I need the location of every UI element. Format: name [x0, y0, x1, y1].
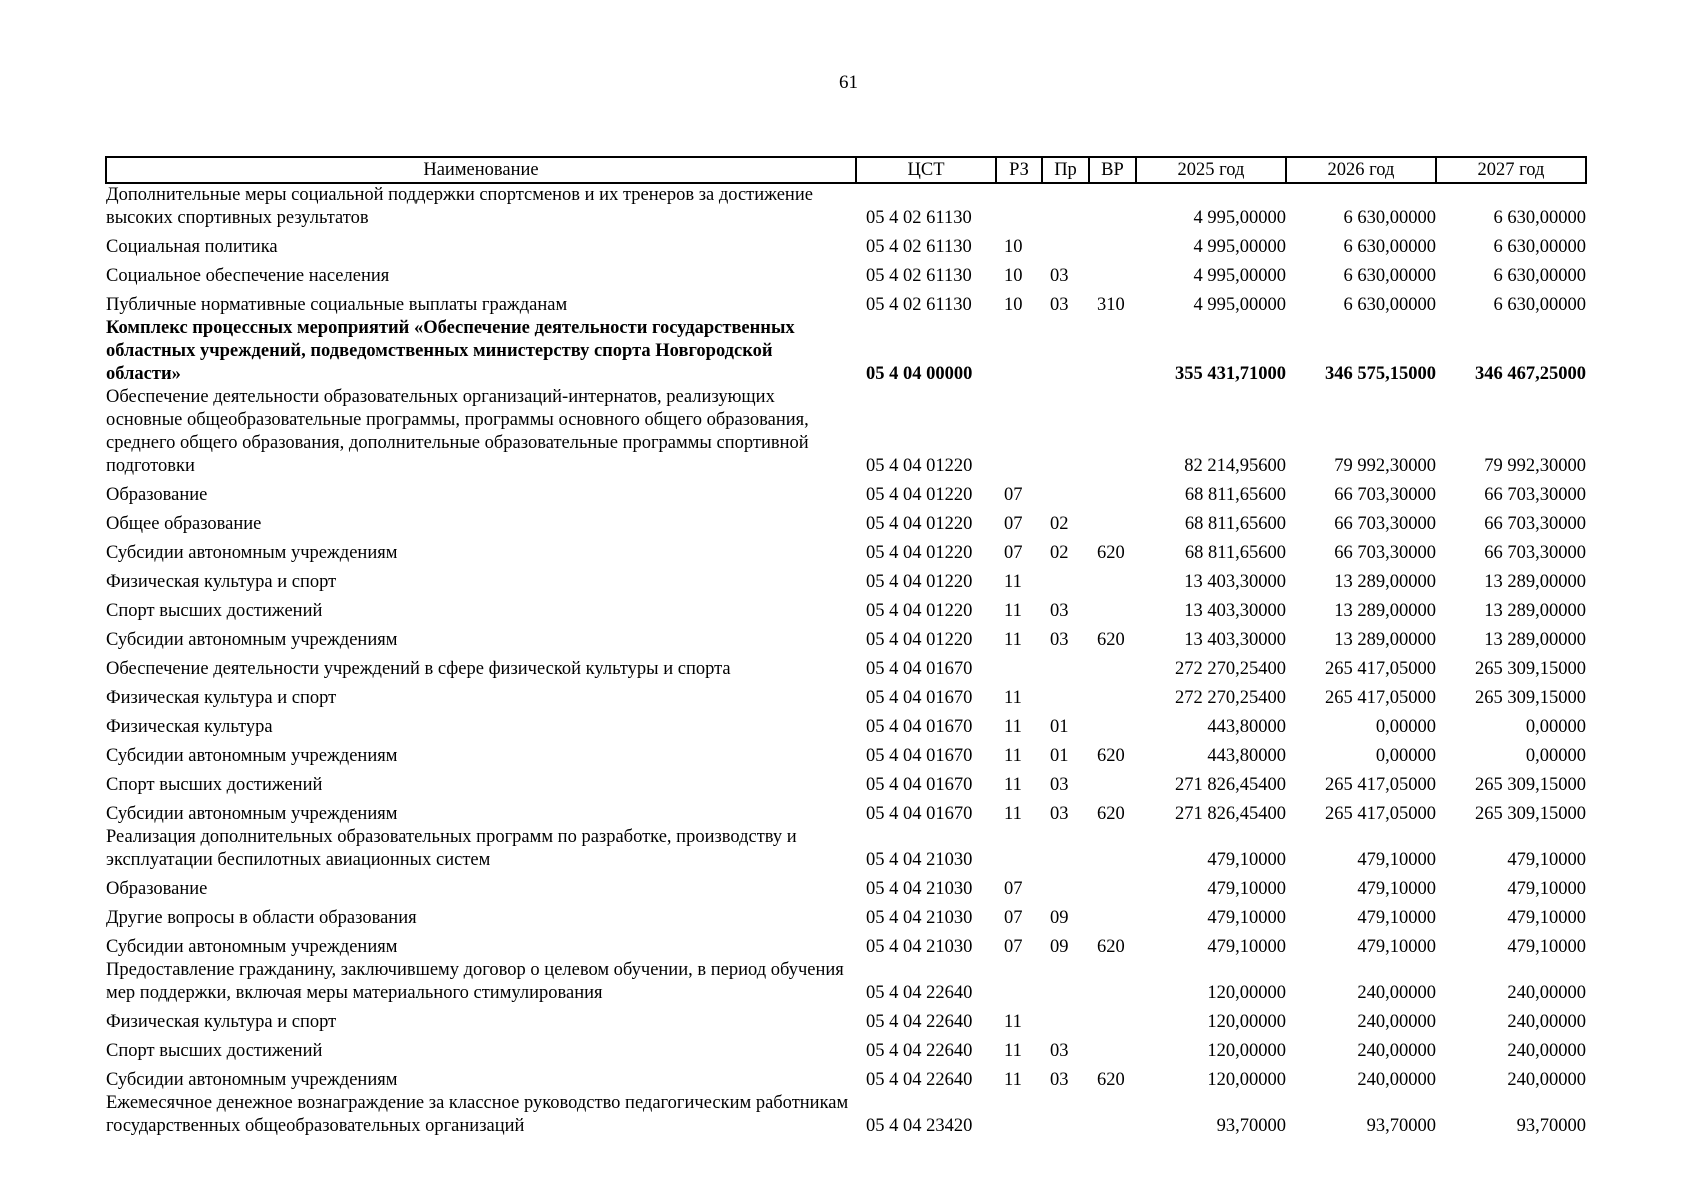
cell-2025: 479,10000: [1207, 908, 1286, 928]
cell-vr: [1089, 230, 1136, 259]
cell-rz: 07: [1004, 485, 1023, 505]
table-row: [106, 288, 1586, 317]
cell-2025: 120,00000: [1207, 1070, 1286, 1090]
cell-2027: 265 309,15000: [1475, 775, 1586, 795]
cell-vr: [1089, 317, 1136, 386]
cell-pr: [1042, 959, 1089, 1005]
cell-pr: [1042, 478, 1089, 507]
header-pr: Пр: [1042, 157, 1089, 183]
cell-2025: 479,10000: [1207, 879, 1286, 899]
cell-pr: 09: [1050, 937, 1069, 957]
cell-vr: [1089, 259, 1136, 288]
cell-2026: 6 630,00000: [1343, 266, 1436, 286]
cell-cst: 05 4 04 01670: [866, 688, 973, 708]
cell-2027: 479,10000: [1507, 937, 1586, 957]
cell-pr: 03: [1050, 1041, 1069, 1061]
table-row: [106, 594, 1586, 623]
cell-vr: [1089, 183, 1136, 230]
cell-cst: 05 4 04 01220: [866, 485, 973, 505]
cell-2025: 355 431,71000: [1175, 364, 1286, 384]
cell-2026: 265 417,05000: [1325, 804, 1436, 824]
header-2025: 2025 год: [1136, 157, 1286, 183]
cell-2026: 0,00000: [1375, 717, 1436, 737]
cell-cst: 05 4 04 21030: [866, 937, 973, 957]
cell-2026: 240,00000: [1357, 983, 1436, 1003]
cell-cst: 05 4 04 23420: [866, 1116, 973, 1136]
cell-rz: 10: [1004, 237, 1023, 257]
cell-vr: 620: [1097, 746, 1125, 766]
budget-table: [105, 156, 1587, 1138]
cell-pr: [1042, 1005, 1089, 1034]
cell-2026: 240,00000: [1357, 1041, 1436, 1061]
cell-vr: 620: [1097, 937, 1125, 957]
cell-pr: 03: [1050, 1070, 1069, 1090]
cell-cst: 05 4 04 01670: [866, 804, 973, 824]
cell-2026: 265 417,05000: [1325, 659, 1436, 679]
table-row: [106, 872, 1586, 901]
cell-name: Субсидии автономным учреждениям: [106, 804, 398, 824]
cell-pr: 03: [1050, 295, 1069, 315]
cell-rz: 11: [1004, 746, 1022, 766]
cell-rz: [996, 183, 1042, 230]
table-row: [106, 1034, 1586, 1063]
cell-2025: 272 270,25400: [1175, 688, 1286, 708]
cell-2027: 66 703,30000: [1484, 543, 1586, 563]
cell-rz: 11: [1004, 804, 1022, 824]
cell-2027: 13 289,00000: [1484, 601, 1586, 621]
cell-cst: 05 4 04 22640: [866, 1012, 973, 1032]
table-row: [106, 1092, 1586, 1138]
cell-2026: 0,00000: [1375, 746, 1436, 766]
table-row: [106, 797, 1586, 826]
cell-2025: 272 270,25400: [1175, 659, 1286, 679]
table-row: [106, 386, 1586, 478]
cell-rz: [996, 652, 1042, 681]
cell-vr: [1089, 710, 1136, 739]
cell-name: Обеспечение деятельности образовательных организаций-интернатов, реализующих основные общеобразовательные программы, программы основного общего образования, среднего общего образования, дополнительные образовательные программы спортивной подготовки: [106, 387, 809, 476]
cell-cst: 05 4 02 61130: [866, 208, 972, 228]
table-row: [106, 652, 1586, 681]
cell-vr: [1089, 478, 1136, 507]
cell-2026: 479,10000: [1357, 879, 1436, 899]
table-row: [106, 183, 1586, 230]
table-row: [106, 230, 1586, 259]
cell-name: Образование: [106, 879, 208, 899]
cell-rz: 07: [1004, 543, 1023, 563]
cell-2026: 479,10000: [1357, 850, 1436, 870]
cell-cst: 05 4 02 61130: [866, 295, 972, 315]
cell-name: Образование: [106, 485, 208, 505]
cell-name: Физическая культура и спорт: [106, 688, 337, 708]
cell-vr: 620: [1097, 543, 1125, 563]
cell-pr: [1042, 317, 1089, 386]
cell-name: Комплекс процессных мероприятий «Обеспечение деятельности государственных областных учреждений, подведомственных министерству спорта Новгородской области»: [106, 318, 795, 384]
cell-2027: 265 309,15000: [1475, 688, 1586, 708]
cell-2025: 443,80000: [1207, 717, 1286, 737]
cell-pr: [1042, 1092, 1089, 1138]
cell-cst: 05 4 04 01220: [866, 572, 973, 592]
cell-vr: [1089, 681, 1136, 710]
cell-2027: 0,00000: [1525, 746, 1586, 766]
cell-rz: 11: [1004, 688, 1022, 708]
cell-rz: 11: [1004, 572, 1022, 592]
cell-2025: 13 403,30000: [1184, 601, 1286, 621]
cell-rz: [996, 1092, 1042, 1138]
cell-2027: 240,00000: [1507, 983, 1586, 1003]
cell-pr: [1042, 681, 1089, 710]
cell-rz: 11: [1004, 1070, 1022, 1090]
cell-cst: 05 4 04 01220: [866, 630, 973, 650]
cell-2027: 0,00000: [1525, 717, 1586, 737]
cell-2025: 68 811,65600: [1184, 485, 1286, 505]
cell-vr: [1089, 768, 1136, 797]
cell-2027: 6 630,00000: [1493, 295, 1586, 315]
cell-cst: 05 4 04 22640: [866, 1070, 973, 1090]
cell-2027: 93,70000: [1516, 1116, 1586, 1136]
cell-vr: [1089, 1005, 1136, 1034]
cell-pr: [1042, 230, 1089, 259]
cell-name: Физическая культура и спорт: [106, 1012, 337, 1032]
cell-pr: [1042, 565, 1089, 594]
cell-2027: 240,00000: [1507, 1012, 1586, 1032]
cell-2026: 79 992,30000: [1334, 456, 1436, 476]
cell-cst: 05 4 04 01220: [866, 514, 973, 534]
cell-rz: 11: [1004, 775, 1022, 795]
table-row: [106, 478, 1586, 507]
cell-pr: [1042, 183, 1089, 230]
cell-vr: [1089, 959, 1136, 1005]
cell-name: Физическая культура и спорт: [106, 572, 337, 592]
cell-name: Субсидии автономным учреждениям: [106, 746, 398, 766]
cell-pr: 03: [1050, 775, 1069, 795]
cell-cst: 05 4 04 01220: [866, 543, 973, 563]
cell-name: Реализация дополнительных образовательных программ по разработке, производству и эксплуатации беспилотных авиационных систем: [106, 827, 797, 870]
cell-2027: 66 703,30000: [1484, 514, 1586, 534]
cell-cst: 05 4 04 22640: [866, 1041, 973, 1061]
cell-name: Обеспечение деятельности учреждений в сфере физической культуры и спорта: [106, 659, 731, 679]
table-row: [106, 681, 1586, 710]
cell-cst: 05 4 04 01670: [866, 717, 973, 737]
cell-2026: 66 703,30000: [1334, 485, 1436, 505]
cell-vr: [1089, 1092, 1136, 1138]
cell-2027: 240,00000: [1507, 1070, 1586, 1090]
cell-2027: 479,10000: [1507, 879, 1586, 899]
cell-name: Публичные нормативные социальные выплаты гражданам: [106, 295, 568, 315]
cell-pr: [1042, 386, 1089, 478]
cell-name: Предоставление гражданину, заключившему договор о целевом обучении, в период обучения мер поддержки, включая меры материального стимулирования: [106, 960, 844, 1003]
cell-name: Общее образование: [106, 514, 262, 534]
cell-name: Субсидии автономным учреждениям: [106, 543, 398, 563]
cell-cst: 05 4 02 61130: [866, 237, 972, 257]
table-row: [106, 536, 1586, 565]
cell-2026: 265 417,05000: [1325, 688, 1436, 708]
cell-2025: 4 995,00000: [1193, 266, 1286, 286]
cell-name: Ежемесячное денежное вознаграждение за классное руководство педагогическим работникам государственных общеобразовательных организаций: [106, 1093, 849, 1136]
cell-2025: 4 995,00000: [1193, 208, 1286, 228]
cell-name: Социальное обеспечение населения: [106, 266, 390, 286]
cell-vr: [1089, 1034, 1136, 1063]
cell-cst: 05 4 04 00000: [866, 364, 973, 384]
cell-2026: 66 703,30000: [1334, 514, 1436, 534]
cell-pr: 03: [1050, 630, 1069, 650]
cell-2027: 6 630,00000: [1493, 208, 1586, 228]
table-body: [106, 183, 1586, 1138]
cell-2027: 13 289,00000: [1484, 572, 1586, 592]
cell-2027: 79 992,30000: [1484, 456, 1586, 476]
cell-2026: 479,10000: [1357, 908, 1436, 928]
cell-vr: [1089, 594, 1136, 623]
cell-pr: 01: [1050, 746, 1069, 766]
cell-cst: 05 4 04 01220: [866, 601, 973, 621]
table-row: [106, 507, 1586, 536]
cell-rz: 07: [1004, 937, 1023, 957]
table-row: [106, 565, 1586, 594]
cell-name: Другие вопросы в области образования: [106, 908, 417, 928]
cell-2026: 346 575,15000: [1325, 364, 1436, 384]
cell-2026: 6 630,00000: [1343, 237, 1436, 257]
cell-vr: 620: [1097, 1070, 1125, 1090]
header-rz: РЗ: [996, 157, 1042, 183]
cell-cst: 05 4 04 01220: [866, 456, 973, 476]
cell-pr: 03: [1050, 804, 1069, 824]
cell-rz: 11: [1004, 717, 1022, 737]
header-cst: ЦСТ: [856, 157, 996, 183]
table-row: [106, 739, 1586, 768]
cell-rz: 11: [1004, 630, 1022, 650]
cell-rz: 07: [1004, 879, 1023, 899]
cell-rz: 11: [1004, 1012, 1022, 1032]
cell-cst: 05 4 04 21030: [866, 879, 973, 899]
cell-name: Субсидии автономным учреждениям: [106, 937, 398, 957]
cell-rz: [996, 959, 1042, 1005]
cell-2025: 93,70000: [1216, 1116, 1286, 1136]
table-row: [106, 623, 1586, 652]
cell-2025: 271 826,45400: [1175, 804, 1286, 824]
cell-rz: [996, 317, 1042, 386]
cell-cst: 05 4 04 01670: [866, 659, 973, 679]
cell-name: Физическая культура: [106, 717, 273, 737]
cell-2026: 13 289,00000: [1334, 630, 1436, 650]
cell-2027: 6 630,00000: [1493, 266, 1586, 286]
cell-name: Субсидии автономным учреждениям: [106, 630, 398, 650]
cell-pr: [1042, 652, 1089, 681]
cell-2025: 271 826,45400: [1175, 775, 1286, 795]
cell-2026: 479,10000: [1357, 937, 1436, 957]
cell-name: Спорт высших достижений: [106, 775, 323, 795]
cell-pr: 09: [1050, 908, 1069, 928]
cell-pr: 02: [1050, 514, 1069, 534]
cell-cst: 05 4 02 61130: [866, 266, 972, 286]
cell-2026: 6 630,00000: [1343, 208, 1436, 228]
cell-pr: 01: [1050, 717, 1069, 737]
cell-2027: 6 630,00000: [1493, 237, 1586, 257]
cell-2026: 13 289,00000: [1334, 601, 1436, 621]
cell-2027: 479,10000: [1507, 850, 1586, 870]
cell-2025: 82 214,95600: [1184, 456, 1286, 476]
cell-cst: 05 4 04 22640: [866, 983, 973, 1003]
cell-vr: [1089, 507, 1136, 536]
cell-vr: [1089, 826, 1136, 872]
cell-2025: 4 995,00000: [1193, 237, 1286, 257]
cell-2025: 68 811,65600: [1184, 514, 1286, 534]
cell-name: Субсидии автономным учреждениям: [106, 1070, 398, 1090]
cell-2025: 120,00000: [1207, 1041, 1286, 1061]
table-row: [106, 826, 1586, 872]
header-name: Наименование: [106, 157, 856, 183]
cell-vr: [1089, 652, 1136, 681]
cell-vr: [1089, 386, 1136, 478]
table-row: [106, 768, 1586, 797]
cell-2027: 265 309,15000: [1475, 659, 1586, 679]
cell-rz: 07: [1004, 908, 1023, 928]
cell-2026: 6 630,00000: [1343, 295, 1436, 315]
cell-2027: 66 703,30000: [1484, 485, 1586, 505]
cell-2027: 265 309,15000: [1475, 804, 1586, 824]
cell-2026: 13 289,00000: [1334, 572, 1436, 592]
cell-cst: 05 4 04 01670: [866, 746, 973, 766]
table-row: [106, 901, 1586, 930]
table-row: [106, 710, 1586, 739]
cell-2025: 479,10000: [1207, 937, 1286, 957]
cell-rz: 07: [1004, 514, 1023, 534]
cell-2025: 120,00000: [1207, 983, 1286, 1003]
header-2026: 2026 год: [1286, 157, 1436, 183]
cell-vr: [1089, 565, 1136, 594]
cell-cst: 05 4 04 21030: [866, 850, 973, 870]
cell-2026: 66 703,30000: [1334, 543, 1436, 563]
page-number: 61: [839, 72, 858, 93]
cell-cst: 05 4 04 01670: [866, 775, 973, 795]
cell-rz: [996, 826, 1042, 872]
cell-vr: [1089, 901, 1136, 930]
cell-2025: 13 403,30000: [1184, 630, 1286, 650]
cell-pr: 02: [1050, 543, 1069, 563]
cell-rz: 10: [1004, 295, 1023, 315]
table-row: [106, 317, 1586, 386]
cell-2027: 479,10000: [1507, 908, 1586, 928]
cell-pr: [1042, 872, 1089, 901]
cell-rz: 11: [1004, 601, 1022, 621]
cell-rz: 11: [1004, 1041, 1022, 1061]
cell-name: Спорт высших достижений: [106, 1041, 323, 1061]
cell-pr: 03: [1050, 266, 1069, 286]
cell-2026: 240,00000: [1357, 1012, 1436, 1032]
table-row: [106, 1063, 1586, 1092]
cell-2025: 120,00000: [1207, 1012, 1286, 1032]
cell-2026: 93,70000: [1366, 1116, 1436, 1136]
cell-2025: 13 403,30000: [1184, 572, 1286, 592]
table-row: [106, 259, 1586, 288]
cell-vr: 620: [1097, 804, 1125, 824]
table-row: [106, 959, 1586, 1005]
header-2027: 2027 год: [1436, 157, 1586, 183]
cell-pr: 03: [1050, 601, 1069, 621]
cell-rz: 10: [1004, 266, 1023, 286]
cell-2027: 13 289,00000: [1484, 630, 1586, 650]
cell-2025: 443,80000: [1207, 746, 1286, 766]
cell-name: Дополнительные меры социальной поддержки спортсменов и их тренеров за достижение высоких спортивных результатов: [106, 185, 813, 228]
cell-2027: 346 467,25000: [1475, 364, 1586, 384]
cell-2025: 4 995,00000: [1193, 295, 1286, 315]
table-row: [106, 1005, 1586, 1034]
cell-name: Социальная политика: [106, 237, 278, 257]
cell-2026: 240,00000: [1357, 1070, 1436, 1090]
cell-vr: [1089, 872, 1136, 901]
cell-name: Спорт высших достижений: [106, 601, 323, 621]
cell-cst: 05 4 04 21030: [866, 908, 973, 928]
cell-pr: [1042, 826, 1089, 872]
cell-2027: 240,00000: [1507, 1041, 1586, 1061]
cell-2025: 68 811,65600: [1184, 543, 1286, 563]
cell-2025: 479,10000: [1207, 850, 1286, 870]
cell-2026: 265 417,05000: [1325, 775, 1436, 795]
header-vr: ВР: [1089, 157, 1136, 183]
table-header-row: [106, 157, 1586, 183]
cell-vr: 310: [1097, 295, 1125, 315]
table-row: [106, 930, 1586, 959]
cell-vr: 620: [1097, 630, 1125, 650]
cell-rz: [996, 386, 1042, 478]
